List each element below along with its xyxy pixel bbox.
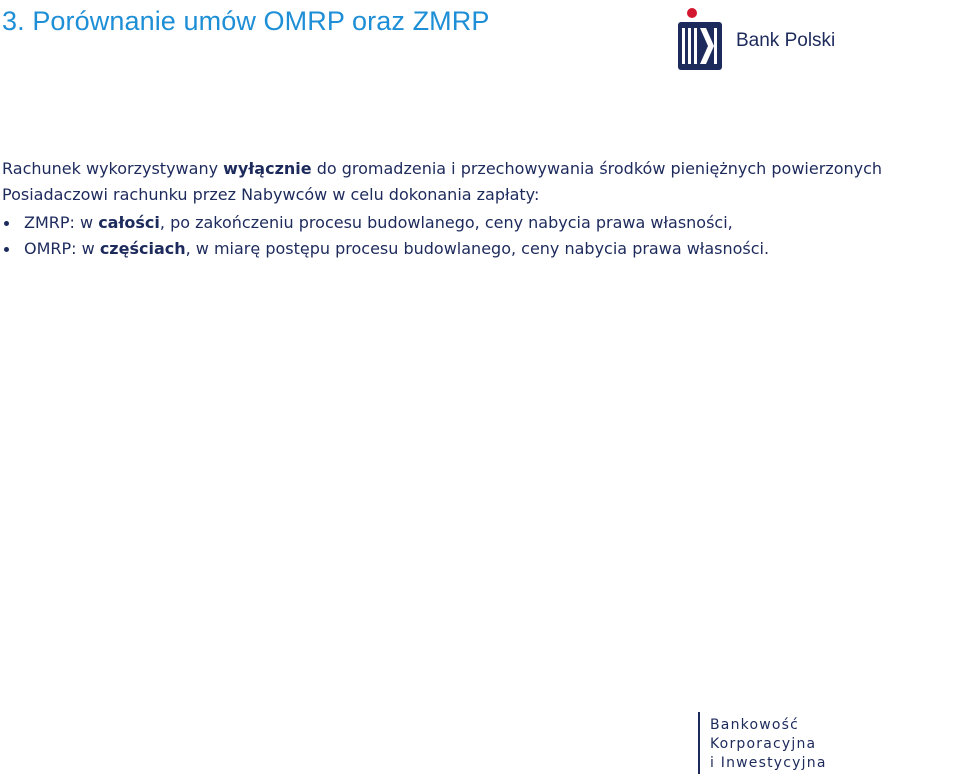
footer-line-2: Korporacyjna xyxy=(710,736,817,752)
bullet-lead: ZMRP: w xyxy=(24,213,99,232)
bullet-rest: , w miarę postępu procesu budowlanego, ceny nabycia prawa własności. xyxy=(185,239,770,258)
bullet-lead: OMRP: w xyxy=(24,239,100,258)
brand-name: Bank Polski xyxy=(736,30,836,51)
bullet-dot-icon xyxy=(4,247,9,252)
page-title: 3. Porównanie umów OMRP oraz ZMRP xyxy=(2,6,490,36)
footer-line-1: Bankowość xyxy=(710,717,800,733)
bullet-rest: , po zakończeniu procesu budowlanego, ceny nabycia prawa własności, xyxy=(159,213,733,232)
bullet-dot-icon xyxy=(4,221,9,226)
intro-paragraph xyxy=(2,156,960,208)
intro-text-2: do gromadzenia i przechowywania środków pieniężnych powierzonych Posiadaczowi rachunku przez Nabywców w celu dokonania zapłaty: xyxy=(2,159,883,204)
bullet-emphasis: częściach xyxy=(99,239,186,258)
bullet-emphasis: całości xyxy=(98,213,160,232)
bullet-list xyxy=(0,210,958,262)
footer-divider xyxy=(698,712,700,774)
footer-line-3: i Inwestycyjna xyxy=(710,755,827,771)
intro-text-1: Rachunek wykorzystywany xyxy=(2,159,224,178)
list-item xyxy=(0,210,958,236)
list-item xyxy=(0,236,958,262)
intro-emphasis: wyłącznie xyxy=(223,159,312,178)
pko-bank-polski-logo-icon xyxy=(676,6,728,70)
